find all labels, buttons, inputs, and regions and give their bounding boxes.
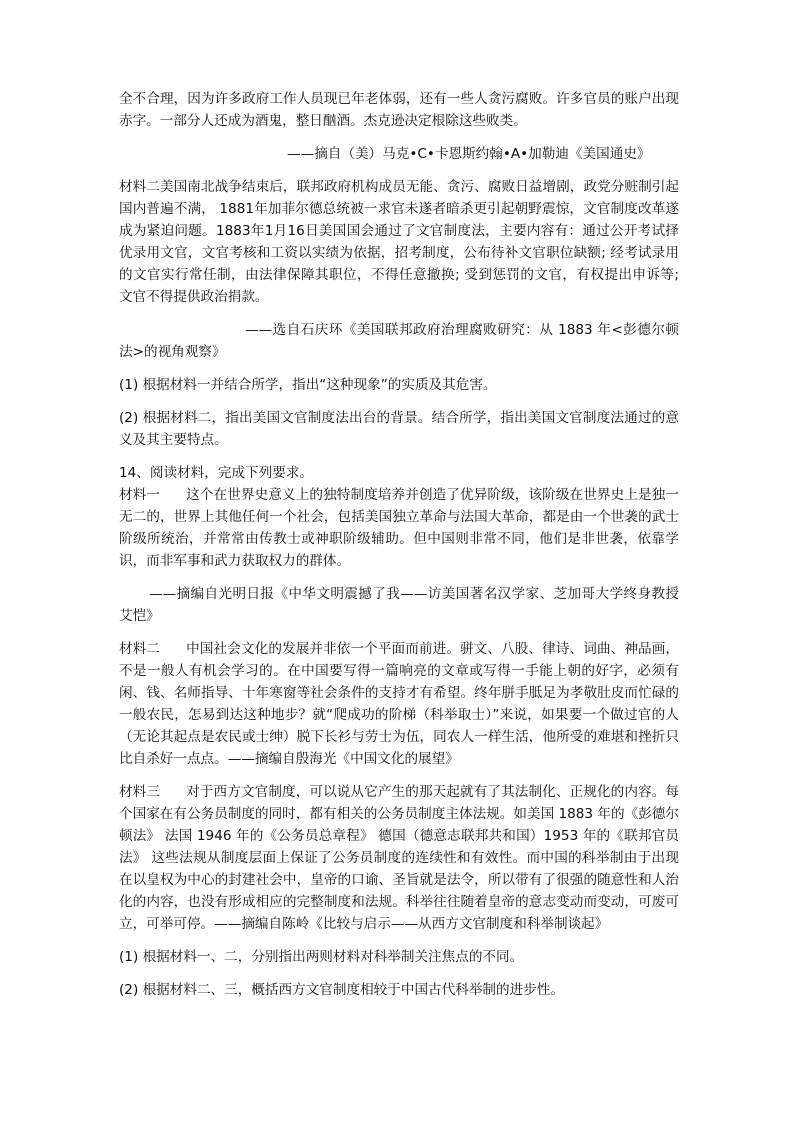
q14-material-three-label: 材料三: [119, 784, 161, 800]
material-one-source: ——摘自（美）马克•C•卡恩斯约翰•A•加勒迪《美国通史》: [287, 146, 651, 162]
q14-material-one-text: 这个在世界史意义上的独特制度培养并创造了优异阶级，该阶级在世界史上是独一无二的，世界上其他任何一个社会，包括美国独立革命与法国大革命，都是由一个世袭的武士阶级所统治，并常常由传教士或神职阶级辅助。但中国则非常不同，他们是非世袭，依靠学识，而非军事和武力获取权力的群体。: [119, 487, 679, 569]
material-one-continuation: 全不合理，因为许多政府工作人员现已年老体弱，还有一些人贪污腐败。许多官员的账户出现赤字。一部分人还成为酒鬼，整日酗酒。杰克逊决定根除这些败类。: [119, 91, 679, 129]
q14-material-two-label: 材料二: [119, 641, 161, 657]
q14-material-one: [119, 484, 679, 572]
document-body: [119, 88, 679, 1001]
q14-material-three-text: 对于西方文官制度，可以说从它产生的那天起就有了其法制化、正规化的内容。每个国家在有公务员制度的同时，都有相关的公务员制度主体法规。如美国 1883 年的《彭德尔顿法》 法国 1946 年的《公务员总章程》 德国（德意志联邦共和国）1953 年的《联邦官员法》 这些法规从制度层面上保证了公务员制度的连续性和有效性。而中国的科举制由于出现在以皇权为中心的封建社会中，皇帝的口谕、圣旨就是法令，所以带有了很强的随意性和人治化的内容，也没有形成相应的完整制度和法规。科举往往随着皇帝的意志变动而变动，可废可立，可举可停。——摘编自陈岭《比较与启示——从西方文官制度和科举制谈起》: [119, 784, 679, 932]
material-two-source: ——选自石庆环《美国联邦政府治理腐败研究：从 1883 年<彭德尔顿法>的视角观察》: [119, 322, 679, 360]
material-two: 材料二美国南北战争结束后，联邦政府机构成员无能、贪污、腐败日益增剧，政党分赃制引起国内普遍不满， 1881年加菲尔德总统被一求官未遂者暗杀更引起朝野震惊，文官制度改革遂成为紧迫问题。1883年1月16日美国国会通过了文官制度法，主要内容有：通过公开考试择优录用文官，文官考核和工资以实绩为依据，招考制度，公布待补文官职位缺额; 经考试录用的文官实行常任制，由法律保障其职位，不得任意撤换; 受到惩罚的文官，有权提出申诉等; 文官不得提供政治捐款。: [119, 179, 679, 305]
q14-material-three: [119, 781, 679, 935]
q14-sub-question-2: (2) 根据材料二、三，概括西方文官制度相较于中国古代科举制的进步性。: [119, 982, 564, 998]
q14-sub-question-1: (1) 根据材料一、二，分别指出两则材料对科举制关注焦点的不同。: [119, 949, 524, 965]
question-2: (2) 根据材料二，指出美国文官制度法出台的背景。结合所学，指出美国文官制度法通过的意义及其主要特点。: [119, 410, 679, 448]
question-14-heading: 14、阅读材料，完成下列要求。: [119, 465, 314, 481]
q14-material-one-label: 材料一: [119, 487, 161, 503]
question-1: (1) 根据材料一并结合所学，指出“这种现象”的实质及其危害。: [119, 377, 497, 393]
q14-material-one-source: ——摘编自光明日报《中华文明震撼了我——访美国著名汉学家、芝加哥大学终身教授艾恺》: [119, 586, 679, 624]
q14-material-two: [119, 638, 679, 770]
q14-material-two-text: 中国社会文化的发展并非依一个平面而前进。骈文、八股、律诗、词曲、神品画，不是一般人有机会学习的。在中国要写得一篇响亮的文章或写得一手能上朝的好字，必须有闲、钱、名师指导、十年寒窗等社会条件的支持才有希望。终年胼手胝足为孝敬肚皮而忙碌的一般农民，怎易到达这种地步？就“爬成功的阶梯（科举取士）”来说，如果要一个做过官的人（无论其起点是农民或士绅）脱下长衫与劳士为伍，同农人一样生活，他所受的难堪和挫折只比自杀好一点点。——摘编自殷海光《中国文化的展望》: [119, 641, 679, 767]
